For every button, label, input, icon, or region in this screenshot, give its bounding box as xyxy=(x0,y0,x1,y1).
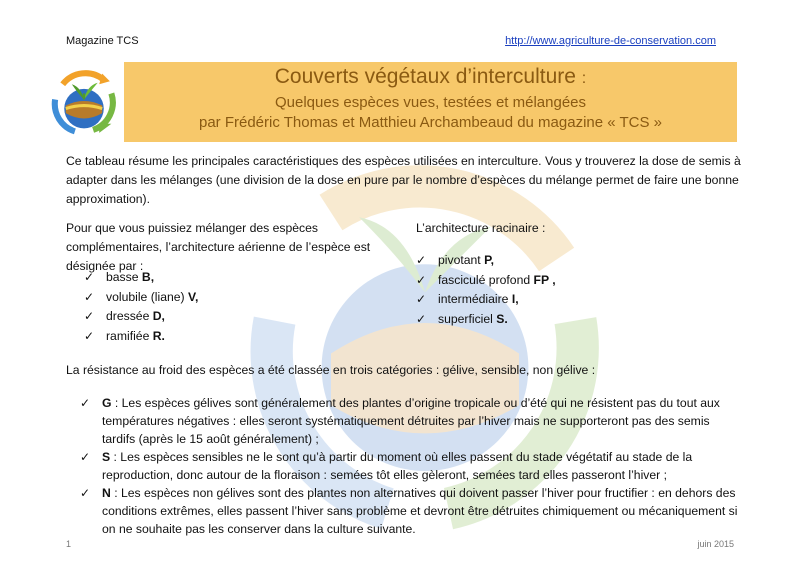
list-item: ✓ dressée D, xyxy=(84,307,198,327)
list-item: ✓ fasciculé profond FP , xyxy=(416,271,556,291)
list-item: ✓ intermédiaire I, xyxy=(416,290,556,310)
check-icon: ✓ xyxy=(80,486,91,500)
page-number: 1 xyxy=(66,539,72,549)
list-item: ✓ superficiel S. xyxy=(416,310,556,330)
footer-date: juin 2015 xyxy=(697,539,734,549)
check-icon: ✓ xyxy=(416,253,427,267)
list-item: ✓ pivotant P, xyxy=(416,251,556,271)
check-icon: ✓ xyxy=(80,450,91,464)
list-item: ✓ volubile (liane) V, xyxy=(84,288,198,308)
root-architecture-list xyxy=(416,251,556,329)
title-banner xyxy=(124,62,737,142)
list-item: ✓ S : Les espèces sensibles ne le sont qu’à partir du moment où elles passent du stade végétatif au stade de la reproduction, donc autour de la floraison : semées tôt elles gèleront, semées tard elles passeront l’hiver ; xyxy=(80,450,693,482)
aerial-architecture-list xyxy=(84,268,198,346)
check-icon: ✓ xyxy=(80,396,91,410)
check-icon: ✓ xyxy=(84,328,95,343)
page-subtitle: Quelques espèces vues, testées et mélangées xyxy=(274,94,587,111)
check-icon: ✓ xyxy=(84,309,95,323)
intro-paragraph: Ce tableau résume les principales caractéristiques des espèces utilisées en interculture. Vous y trouverez la dose de semis à adapter dans les mélanges (une division de la dose en pure par le nombre d’espèces du mélange permet de faire une bonne approximation). xyxy=(66,154,741,206)
list-item: ✓ G : Les espèces gélives sont généralement des plantes d’origine tropicale ou d’été qui ne résistent pas du tout aux températures négatives : elles seront systématiquement détruites par l’hiver mais ne supporteront pas des semis tardifs (après le 15 août généralement) ; xyxy=(80,396,720,446)
root-architecture-intro: L’architecture racinaire : xyxy=(416,221,546,235)
list-item: ✓ ramifiée R. xyxy=(84,327,198,347)
page-title: Couverts végétaux d’interculture : xyxy=(274,65,587,88)
aerial-architecture-intro: Pour que vous puissiez mélanger des espèces complémentaires, l’architecture aérienne de l’espèce est désignée par : xyxy=(66,221,371,273)
check-icon: ✓ xyxy=(416,272,427,287)
list-item: ✓ N : Les espèces non gélives sont des plantes non alternatives qui doivent passer l’hiver pour fructifier : en dehors des conditions extrêmes, elles passent l’hiver sans problème et devront être détruites chimiquement ou mécaniquement si on ne souhaite pas les conserver dans la culture suivante. xyxy=(80,486,738,536)
tcs-logo-icon xyxy=(46,63,122,139)
check-icon: ✓ xyxy=(416,311,427,326)
check-icon: ✓ xyxy=(416,292,427,306)
frost-resistance-list xyxy=(80,394,740,538)
header-magazine-name: Magazine TCS xyxy=(66,35,139,47)
check-icon: ✓ xyxy=(84,289,95,304)
frost-resistance-intro: La résistance au froid des espèces a été classée en trois catégories : gélive, sensible, non gélive : xyxy=(66,363,596,377)
check-icon: ✓ xyxy=(84,270,95,284)
list-item: ✓ basse B, xyxy=(84,268,198,288)
page-authors: par Frédéric Thomas et Matthieu Archambeaud du magazine « TCS » xyxy=(198,114,663,131)
header-website-link[interactable]: http://www.agriculture-de-conservation.com xyxy=(505,35,716,47)
